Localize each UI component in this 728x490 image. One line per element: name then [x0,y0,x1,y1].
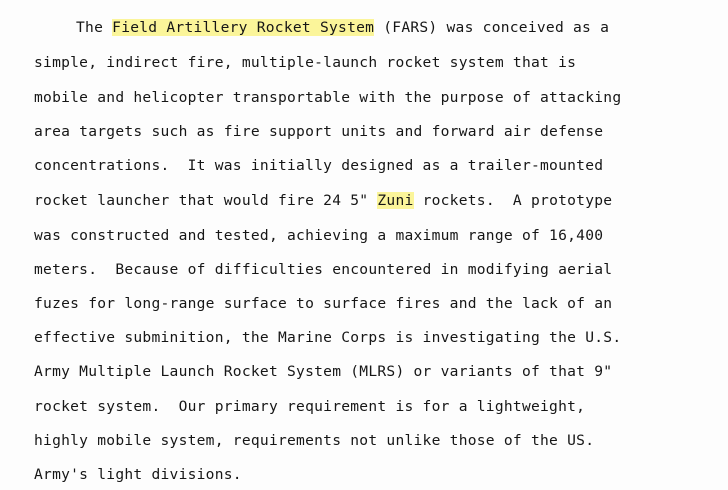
line-segment: The [76,19,113,36]
line-segment: (FARS) was conceived as a [374,19,610,36]
paragraph-line [76,18,609,38]
paragraph-line [34,328,621,348]
paragraph-line [34,362,612,382]
line-segment: rocket launcher that would fire 24 5" [34,192,378,209]
paragraph-line [34,53,576,73]
line-segment: effective subminition, the Marine Corps is investigating the U.S. [34,329,622,346]
paragraph-line [34,122,603,142]
highlighted-text: Zuni [377,192,414,209]
line-segment: was constructed and tested, achieving a maximum range of 16,400 [34,227,604,244]
line-segment: rocket system. Our primary requirement is for a lightweight, [34,398,586,415]
line-segment: simple, indirect fire, multiple-launch rocket system that is [34,54,577,71]
line-segment: rockets. A prototype [413,192,613,209]
line-segment: meters. Because of difficulties encountered in modifying aerial [34,261,613,278]
line-segment: mobile and helicopter transportable with the purpose of attacking [34,89,622,106]
paragraph-line [34,431,594,451]
line-segment: area targets such as fire support units and forward air defense [34,123,604,140]
paragraph-line [34,156,603,176]
line-segment: Army's light divisions. [34,466,242,483]
paragraph-line [34,294,612,314]
line-segment: highly mobile system, requirements not unlike those of the US. [34,432,595,449]
line-segment: fuzes for long-range surface to surface fires and the lack of an [34,295,613,312]
paragraph-line [34,88,621,108]
paragraph-line [34,226,603,246]
line-segment: concentrations. It was initially designed as a trailer-mounted [34,157,604,174]
highlighted-text: Field Artillery Rocket System [112,19,375,36]
paragraph-line [34,465,242,485]
paragraph-line [34,260,612,280]
line-segment: Army Multiple Launch Rocket System (MLRS) or variants of that 9" [34,363,613,380]
paragraph-line [34,397,585,417]
paragraph-line [34,191,612,211]
